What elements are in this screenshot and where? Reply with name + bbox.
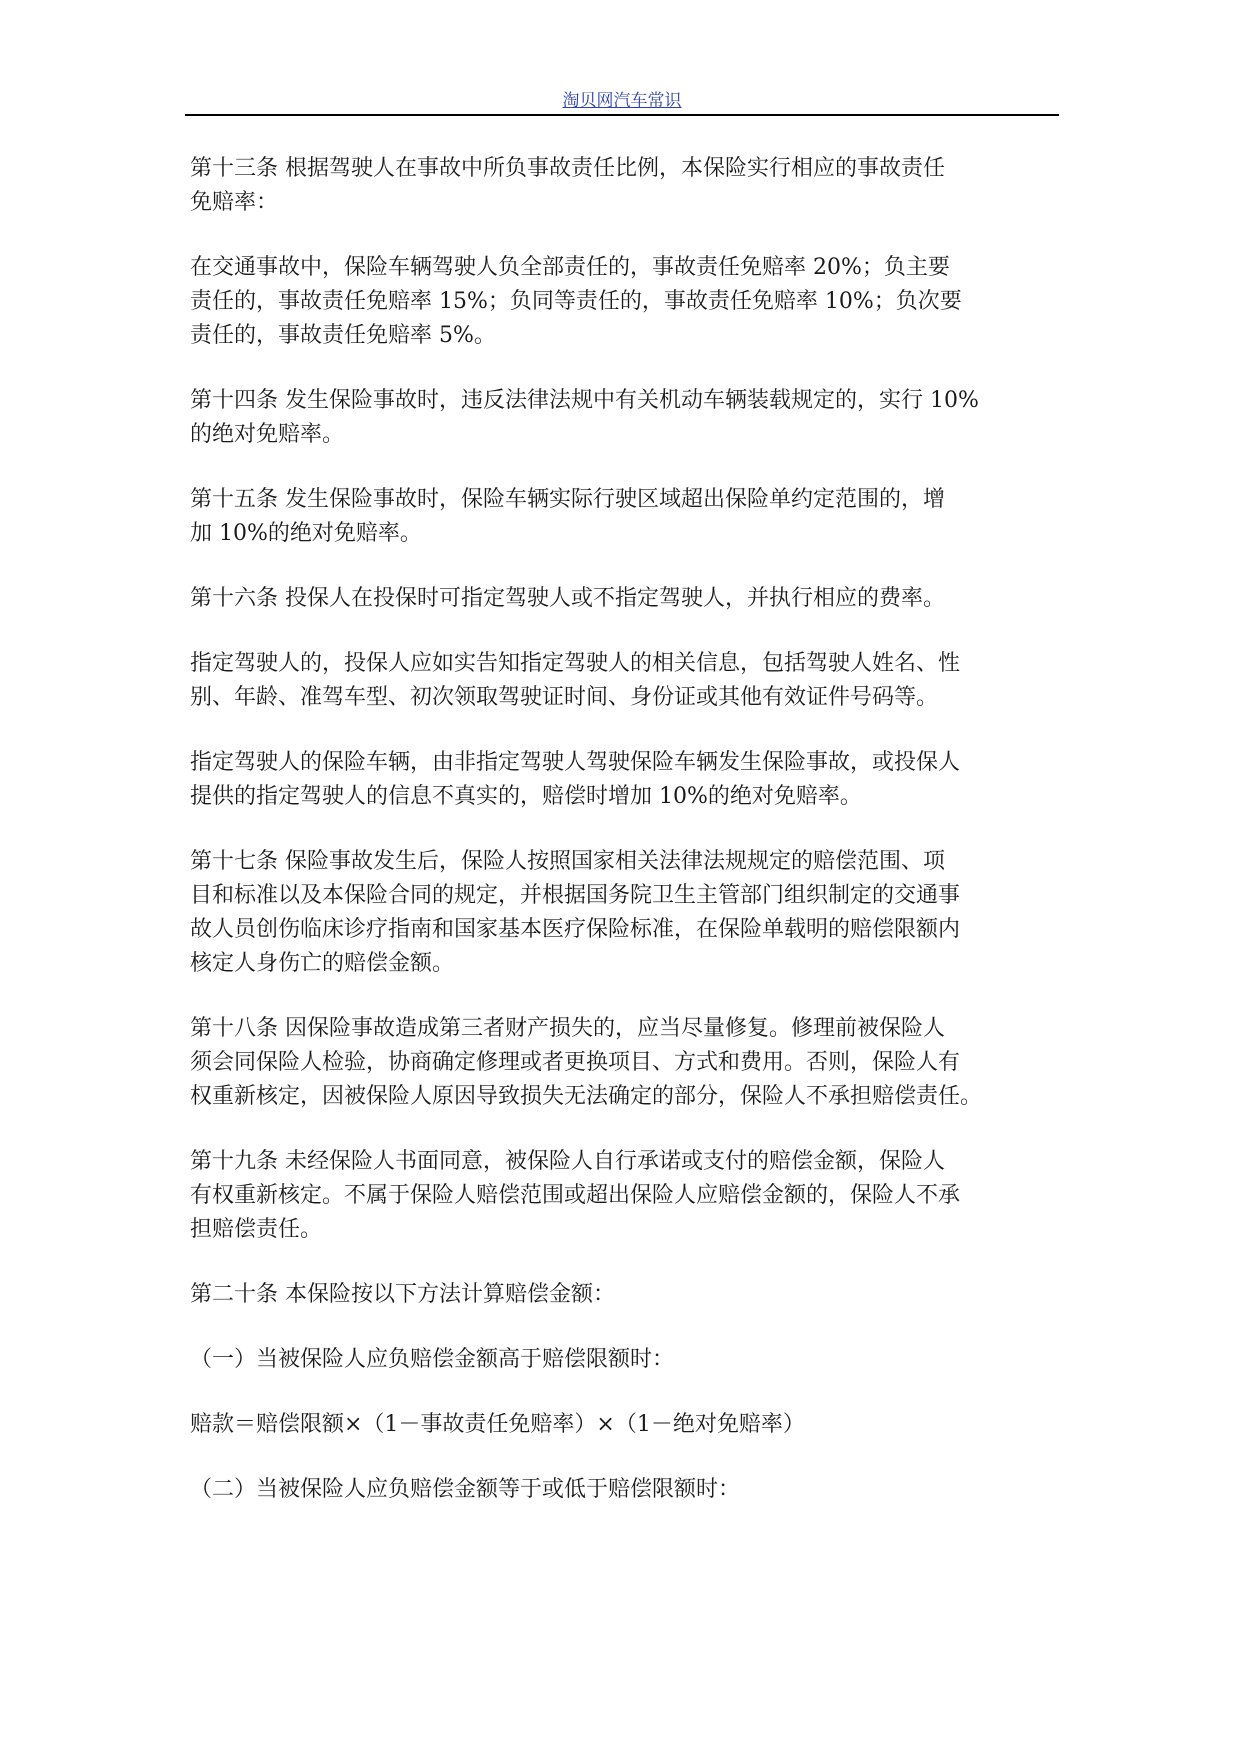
site-header-link[interactable]: 淘贝网汽车常识 xyxy=(562,91,682,111)
article-13-rates-paragraph: 在交通事故中，保险车辆驾驶人负全部责任的，事故责任免赔率 20%；负主要 责任的，事故责任免赔率 15%；负同等责任的，事故责任免赔率 10%；负次要 责任的，事故责任免赔率 5%。 xyxy=(190,255,962,348)
article-18-paragraph: 第十八条 因保险事故造成第三者财产损失的，应当尽量修复。修理前被保险人 须会同保险人检验，协商确定修理或者更换项目、方式和费用。否则，保险人有 权重新核定，因被保险人原因导致损失无法确定的部分，保险人不承担赔偿责任。 xyxy=(190,1016,983,1109)
document-body xyxy=(190,152,1060,1538)
case-one-heading: （一）当被保险人应负赔偿金额高于赔偿限额时： xyxy=(190,1347,675,1372)
article-16-paragraph: 第十六条 投保人在投保时可指定驾驶人或不指定驾驶人，并执行相应的费率。 xyxy=(190,586,945,611)
article-13-paragraph: 第十三条 根据驾驶人在事故中所负事故责任比例，本保险实行相应的事故责任 免赔率： xyxy=(190,156,945,215)
article-14-paragraph: 第十四条 发生保险事故时，违反法律法规中有关机动车辆装载规定的，实行 10% 的绝对免赔率。 xyxy=(190,388,979,447)
case-two-heading: （二）当被保险人应负赔偿金额等于或低于赔偿限额时： xyxy=(190,1477,741,1502)
article-15-paragraph: 第十五条 发生保险事故时，保险车辆实际行驶区域超出保险单约定范围的，增 加 10%的绝对免赔率。 xyxy=(190,487,945,546)
case-one-formula: 赔款＝赔偿限额×（1－事故责任免赔率）×（1－绝对免赔率） xyxy=(190,1412,805,1437)
article-17-paragraph: 第十七条 保险事故发生后，保险人按照国家相关法律法规规定的赔偿范围、项 目和标准以及本保险合同的规定，并根据国务院卫生主管部门组织制定的交通事 故人员创伤临床诊疗指南和国家基本医疗保险标准，在保险单载明的赔偿限额内 核定人身伤亡的赔偿金额。 xyxy=(190,849,961,976)
header-divider xyxy=(185,114,1059,116)
page-header xyxy=(185,86,1059,111)
article-19-paragraph: 第十九条 未经保险人书面同意，被保险人自行承诺或支付的赔偿金额，保险人 有权重新核定。不属于保险人赔偿范围或超出保险人应赔偿金额的，保险人不承 担赔偿责任。 xyxy=(190,1149,961,1242)
designated-driver-info-paragraph: 指定驾驶人的，投保人应如实告知指定驾驶人的相关信息，包括驾驶人姓名、性 别、年龄、准驾车型、初次领取驾驶证时间、身份证或其他有效证件号码等。 xyxy=(190,651,961,710)
article-20-paragraph: 第二十条 本保险按以下方法计算赔偿金额： xyxy=(190,1282,615,1307)
designated-driver-penalty-paragraph: 指定驾驶人的保险车辆，由非指定驾驶人驾驶保险车辆发生保险事故，或投保人 提供的指定驾驶人的信息不真实的，赔偿时增加 10%的绝对免赔率。 xyxy=(190,750,961,809)
